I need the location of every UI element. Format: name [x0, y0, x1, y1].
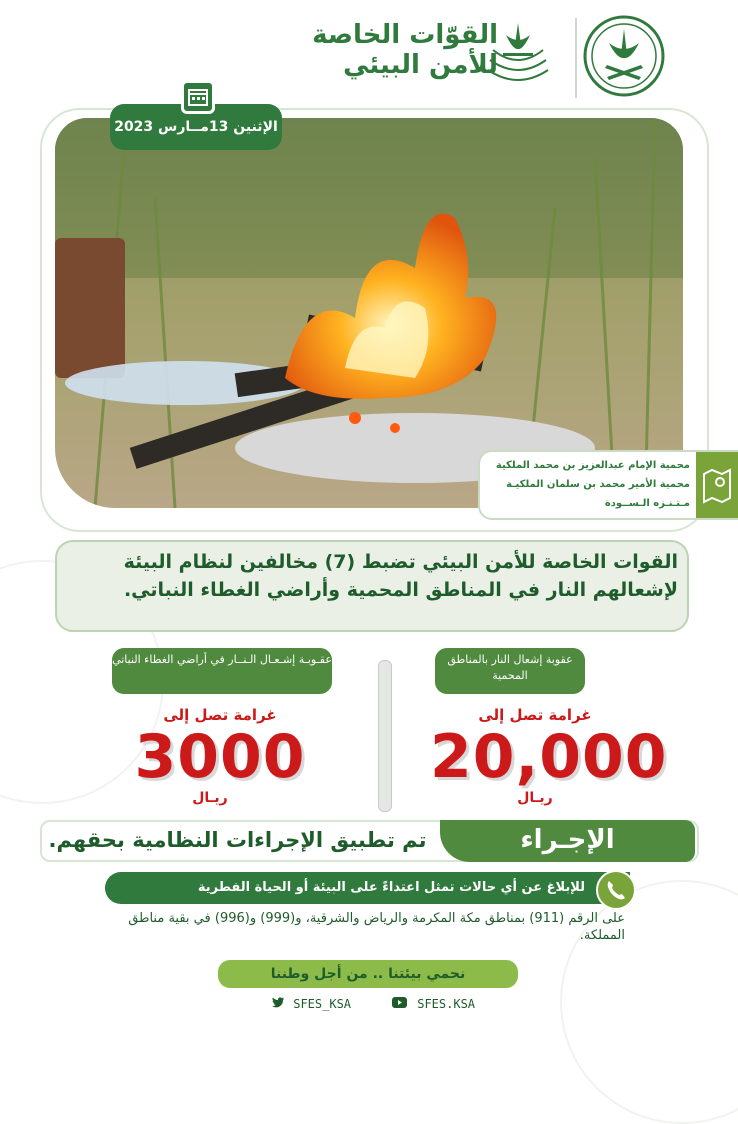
location-lines: [490, 456, 690, 513]
slogan: نحمي بيئتنا .. من أجل وطننا: [218, 960, 518, 988]
sfes-emblem-icon: [478, 15, 558, 95]
penalty-tab-protected-areas: عقوبة إشعال النار بالمناطق المحمية: [435, 648, 585, 694]
org-title-line2: للأمن البيئي: [343, 50, 498, 80]
org-title-line1: القوّات الخاصة: [312, 20, 498, 50]
twitter-handle-text: SFES_KSA: [293, 997, 352, 1011]
report-body: على الرقم (911) بمناطق مكة المكرمة والرياض والشرقية، و(999) و(996) في بقية مناطق المملكة.: [128, 911, 625, 943]
calendar-icon: [181, 80, 215, 114]
location-line-3: مـتـنـزه الـســودة: [604, 498, 690, 509]
phone-icon: [596, 870, 636, 910]
youtube-handle[interactable]: [392, 996, 502, 1012]
fine-label: غرامة تصل إلى: [478, 706, 592, 724]
campfire-photo: [55, 118, 683, 508]
fine-amount: 3000: [134, 722, 306, 792]
fine-amount: 20,000: [430, 722, 668, 792]
fine-label: غرامة تصل إلى: [163, 706, 277, 724]
headline-text: القوات الخاصة للأمن البيئي تضبط (7) مخالفين لنظام البيئة لإشعالهم النار في المناطق المحمية وأراضي الغطاء النباتي.: [123, 551, 678, 601]
report-title: للإبلاغ عن أي حالات تمثل اعتداءً على البيئة أو الحياة الفطرية: [105, 872, 630, 904]
date-banner: الإثنين 13مــارس 2023: [110, 104, 282, 150]
org-title: [308, 20, 498, 80]
twitter-handle[interactable]: [272, 996, 382, 1012]
procedure-label: الإجـراء: [440, 820, 695, 862]
fine-currency: ريـال: [517, 790, 553, 806]
pillar-divider: [378, 660, 392, 812]
youtube-icon: [392, 996, 410, 1012]
fine-currency: ريـال: [192, 790, 228, 806]
procedure-text: تم تطبيق الإجراءات النظامية بحقهم.: [48, 828, 427, 852]
location-line-1: محمية الإمام عبدالعزيز بن محمد الملكية: [495, 460, 690, 471]
header-divider: [575, 18, 577, 98]
twitter-icon: [272, 996, 286, 1012]
youtube-handle-text: SFES.KSA: [417, 997, 476, 1011]
location-badge: [480, 452, 738, 518]
penalty-tab-vegetation: عقـوبـة إشـعـال الـنــار في أراضي الغطاء النباتي: [112, 648, 332, 694]
ministry-interior-logo-icon: [583, 15, 663, 95]
location-line-2: محمية الأمير محمد بن سلمان الملكيـة: [506, 479, 690, 490]
map-pin-icon: [696, 452, 738, 518]
